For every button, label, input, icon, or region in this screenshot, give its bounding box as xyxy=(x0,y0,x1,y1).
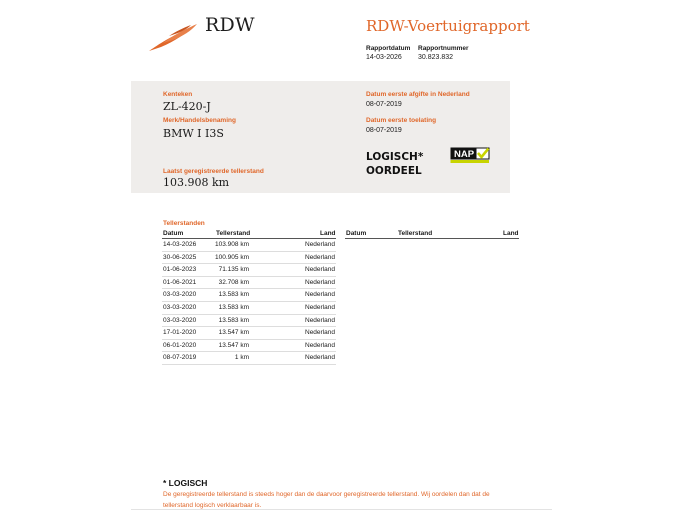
cell-date: 03-03-2020 xyxy=(163,291,197,299)
nap-badge-text: NAP xyxy=(453,149,475,160)
cell-date: 03-03-2020 xyxy=(163,303,197,311)
plate-label: Kenteken xyxy=(163,91,193,98)
first-issue-nl-label: Datum eerste afgifte in Nederland xyxy=(366,91,470,98)
table-row xyxy=(162,302,336,315)
cell-reading: 13.583 km xyxy=(218,316,249,324)
cell-reading: 103.908 km xyxy=(215,241,249,248)
odometer-label: Laatst geregistreerde tellerstand xyxy=(163,168,264,175)
cell-date: 08-07-2019 xyxy=(163,354,197,362)
table-row xyxy=(162,327,336,340)
table-row xyxy=(162,352,336,365)
cell-date: 01-06-2021 xyxy=(163,278,197,286)
verdict-line-1: LOGISCH* xyxy=(366,151,424,163)
cell-reading: 13.583 km xyxy=(218,303,249,311)
col-header-date: Datum xyxy=(163,230,184,237)
col-header-country-2: Land xyxy=(503,230,519,237)
report-number-value: 30.823.832 xyxy=(418,54,454,61)
footnote-text: De geregistreerde tellerstand is steeds hoger dan de daarvoor geregistreerde tellerstand. Wij oordelen dan dat de tellerstand logisch verklaarbaar is. xyxy=(163,491,490,509)
cell-country: Nederland xyxy=(305,341,335,349)
table-row xyxy=(162,340,336,353)
odometer-value: 103.908 km xyxy=(163,176,230,189)
cell-country: Nederland xyxy=(305,354,335,362)
cell-date: 30-06-2025 xyxy=(163,253,197,261)
report-title: RDW-Voertuigrapport xyxy=(366,17,530,35)
report-number-label: Rapportnummer xyxy=(418,45,469,52)
rdw-logo-icon xyxy=(147,22,199,54)
cell-date: 17-01-2020 xyxy=(163,329,197,337)
verdict-line-2: OORDEEL xyxy=(366,165,422,177)
footnote-title: * LOGISCH xyxy=(163,478,208,488)
table-row xyxy=(162,289,336,302)
cell-country: Nederland xyxy=(305,303,335,311)
cell-reading: 32.708 km xyxy=(218,278,249,286)
make-label: Merk/Handelsbenaming xyxy=(163,117,236,124)
col-header-date-2: Datum xyxy=(346,230,367,237)
cell-country: Nederland xyxy=(305,291,335,299)
first-issue-nl-value: 08-07-2019 xyxy=(366,101,402,108)
table-row xyxy=(162,264,336,277)
table-row xyxy=(162,252,336,265)
cell-country: Nederland xyxy=(305,253,335,261)
cell-reading: 13.547 km xyxy=(218,329,249,337)
cell-reading: 13.547 km xyxy=(218,341,249,349)
brand-name: RDW xyxy=(205,14,255,36)
col-header-country: Land xyxy=(320,230,336,237)
col-header-reading-2: Tellerstand xyxy=(398,230,433,237)
cell-country: Nederland xyxy=(305,266,335,274)
cell-country: Nederland xyxy=(305,241,335,248)
table-row xyxy=(162,315,336,328)
table-row xyxy=(162,277,336,290)
cell-country: Nederland xyxy=(305,329,335,337)
cell-date: 03-03-2020 xyxy=(163,316,197,324)
table-row xyxy=(162,239,336,252)
report-date-label: Rapportdatum xyxy=(366,45,411,52)
page-bottom-rule xyxy=(131,509,552,510)
cell-reading: 13.583 km xyxy=(218,291,249,299)
cell-date: 01-06-2023 xyxy=(163,266,197,274)
cell-country: Nederland xyxy=(305,316,335,324)
cell-date: 06-01-2020 xyxy=(163,341,197,349)
cell-reading: 100.905 km xyxy=(215,253,249,261)
first-admission-value: 08-07-2019 xyxy=(366,127,402,134)
plate-value: ZL-420-J xyxy=(163,100,211,113)
first-admission-label: Datum eerste toelating xyxy=(366,117,437,124)
report-date-value: 14-03-2026 xyxy=(366,54,402,61)
readings-table xyxy=(162,239,336,365)
cell-country: Nederland xyxy=(305,278,335,286)
readings-section-title: Tellerstanden xyxy=(163,220,205,227)
cell-reading: 71.135 km xyxy=(218,266,249,274)
cell-date: 14-03-2026 xyxy=(163,241,197,248)
nap-logo-icon xyxy=(450,147,490,164)
col-header-reading: Tellerstand xyxy=(216,230,251,237)
table-header-rule-2 xyxy=(345,238,519,239)
cell-reading: 1 km xyxy=(234,354,249,362)
make-value: BMW I I3S xyxy=(163,127,224,140)
